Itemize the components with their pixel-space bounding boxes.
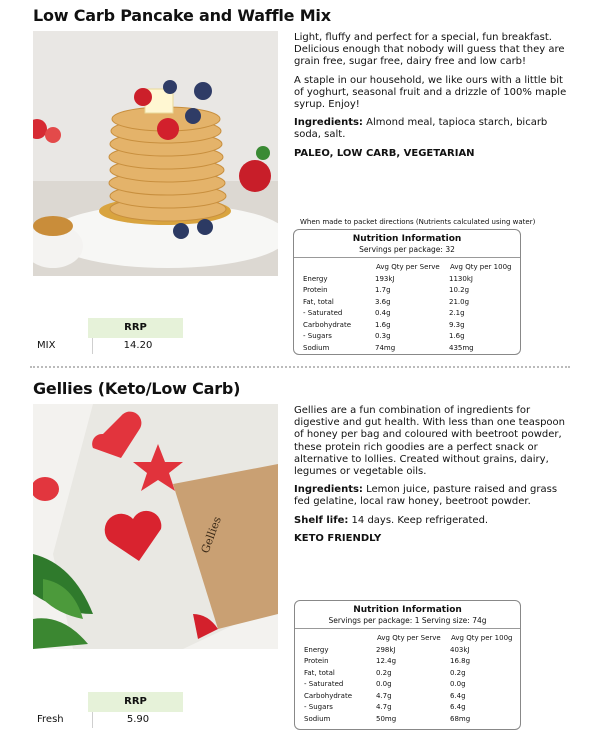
- product2-ingredients-text: Lemon juice, pasture raised and grass fed gelatine, local raw honey, beetroot powder.: [294, 484, 558, 508]
- product2-nutrition-panel: [294, 600, 521, 730]
- col-100g-header: Avg Qty per 100g: [451, 633, 513, 642]
- table-row: [303, 331, 515, 343]
- nutrient-serve: 4.7g: [376, 691, 392, 700]
- table-row: [303, 319, 515, 331]
- nutrient-serve: 0.0g: [376, 680, 392, 689]
- table-row: [304, 713, 516, 725]
- product1-rrp-table: [33, 318, 183, 354]
- nutrient-name: Carbohydrate: [304, 691, 353, 700]
- nutrient-serve: 74mg: [375, 343, 396, 352]
- nutrient-serve: 12.4g: [376, 657, 397, 666]
- nutrient-name: Energy: [303, 274, 328, 283]
- product1-tags: PALEO, LOW CARB, VEGETARIAN: [294, 147, 475, 159]
- nutrient-per100: 21.0g: [449, 297, 470, 306]
- nutrient-serve: 0.2g: [376, 668, 392, 677]
- nutrition-servings: Servings per package: 1 Serving size: 74g: [328, 616, 487, 625]
- product2-shelf-life: [294, 515, 574, 527]
- nutrient-serve: 0.3g: [375, 332, 391, 341]
- product2-ingredients-label: Ingredients:: [294, 484, 363, 496]
- nutrient-name: Fat, total: [303, 297, 334, 306]
- nutrient-per100: 1130kJ: [449, 274, 473, 283]
- nutrition-title: Nutrition Information: [353, 605, 462, 615]
- nutrient-serve: 4.7g: [376, 703, 392, 712]
- nutrient-per100: 16.8g: [450, 657, 471, 666]
- nutrient-per100: 68mg: [450, 714, 471, 723]
- nutrient-name: Sodium: [304, 714, 331, 723]
- nutrient-per100: 10.2g: [449, 286, 470, 295]
- product2-title: Gellies (Keto/Low Carb): [33, 379, 241, 398]
- nutrient-serve: 1.7g: [375, 286, 391, 295]
- nutrient-name: - Saturated: [304, 680, 344, 689]
- product1-nutrition-panel: [293, 229, 521, 355]
- table-row: [303, 308, 515, 320]
- product1-ingredients: [294, 117, 574, 141]
- product2-tags: KETO FRIENDLY: [294, 532, 382, 544]
- nutrient-name: Carbohydrate: [303, 320, 352, 329]
- nutrient-serve: 0.4g: [375, 309, 391, 318]
- nutrient-per100: 2.1g: [449, 309, 465, 318]
- product2-rrp-table: [33, 692, 183, 728]
- table-row: [303, 342, 515, 354]
- col-serve-header: Avg Qty per Serve: [376, 262, 440, 271]
- table-row: [303, 296, 515, 308]
- nutrient-serve: 298kJ: [376, 645, 396, 654]
- nutrient-serve: 1.6g: [375, 320, 391, 329]
- table-row: [304, 644, 516, 656]
- product1-description: [294, 32, 574, 159]
- pancake-photo: [33, 31, 278, 276]
- rrp-price: 14.20: [92, 338, 183, 354]
- nutrient-per100: 0.0g: [450, 680, 466, 689]
- table-row: [304, 656, 516, 668]
- nutrient-per100: 6.4g: [450, 691, 466, 700]
- nutrient-per100: 6.4g: [450, 703, 466, 712]
- rrp-header: RRP: [88, 318, 183, 338]
- package-label: Gellies: [198, 514, 224, 556]
- shelf-life-label: Shelf life:: [294, 514, 349, 526]
- table-row: [304, 690, 516, 702]
- col-100g-header: Avg Qty per 100g: [450, 262, 512, 271]
- nutrient-name: Energy: [304, 645, 329, 654]
- packet-note: When made to packet directions (Nutrients calculated using water): [300, 218, 536, 226]
- product2-desc-1: Gellies are a fun combination of ingredients for digestive and gut health. With less than one teaspoon of honey per bag and coloured with beetroot powder, these protein rich goodies are a perfect snack or alternative to lollies. Created without grains, dairy, legumes or vegetable oils.: [294, 405, 566, 478]
- nutrient-per100: 9.3g: [449, 320, 465, 329]
- shelf-life-text: 14 days. Keep refrigerated.: [351, 514, 489, 526]
- nutrient-name: Sodium: [303, 343, 330, 352]
- table-row: [304, 667, 516, 679]
- rrp-label: MIX: [37, 340, 56, 351]
- product1-ingredients-label: Ingredients:: [294, 117, 363, 129]
- product1-desc-1: Light, fluffy and perfect for a special, fun breakfast. Delicious enough that nobody will guess that they are grain free, sugar free, dairy free and low carb!: [294, 32, 565, 68]
- nutrient-serve: 50mg: [376, 714, 397, 723]
- gellies-photo: [33, 404, 278, 649]
- product1-desc-2: A staple in our household, we like ours with a little bit of yoghurt, seasonal fruit and a drizzle of 100% maple syrup. Enjoy!: [294, 74, 567, 111]
- nutrient-serve: 193kJ: [375, 274, 395, 283]
- nutrient-per100: 0.2g: [450, 668, 466, 677]
- product1-title: Low Carb Pancake and Waffle Mix: [33, 6, 331, 25]
- nutrient-name: - Saturated: [303, 309, 343, 318]
- section-divider: [30, 366, 570, 368]
- rrp-header: RRP: [88, 692, 183, 712]
- nutrient-name: Protein: [303, 286, 328, 295]
- nutrient-name: - Sugars: [303, 332, 332, 341]
- product2-description: [294, 405, 574, 544]
- nutrient-name: Fat, total: [304, 668, 335, 677]
- nutrient-per100: 435mg: [449, 343, 474, 352]
- nutrient-name: - Sugars: [304, 703, 333, 712]
- nutrient-name: Protein: [304, 657, 329, 666]
- nutrition-servings: Servings per package: 32: [359, 245, 455, 254]
- nutrition-title: Nutrition Information: [352, 234, 462, 244]
- col-serve-header: Avg Qty per Serve: [377, 633, 441, 642]
- table-row: [304, 679, 516, 691]
- rrp-label: Fresh: [37, 714, 64, 725]
- nutrient-per100: 1.6g: [449, 332, 465, 341]
- product2-ingredients: [294, 484, 574, 508]
- table-row: [303, 273, 515, 285]
- nutrient-serve: 3.6g: [375, 297, 391, 306]
- nutrient-per100: 403kJ: [450, 645, 470, 654]
- table-row: [303, 285, 515, 297]
- rrp-price: 5.90: [92, 712, 183, 728]
- table-row: [304, 702, 516, 714]
- product1-ingredients-text: Almond meal, tapioca starch, bicarb soda, salt.: [294, 117, 548, 141]
